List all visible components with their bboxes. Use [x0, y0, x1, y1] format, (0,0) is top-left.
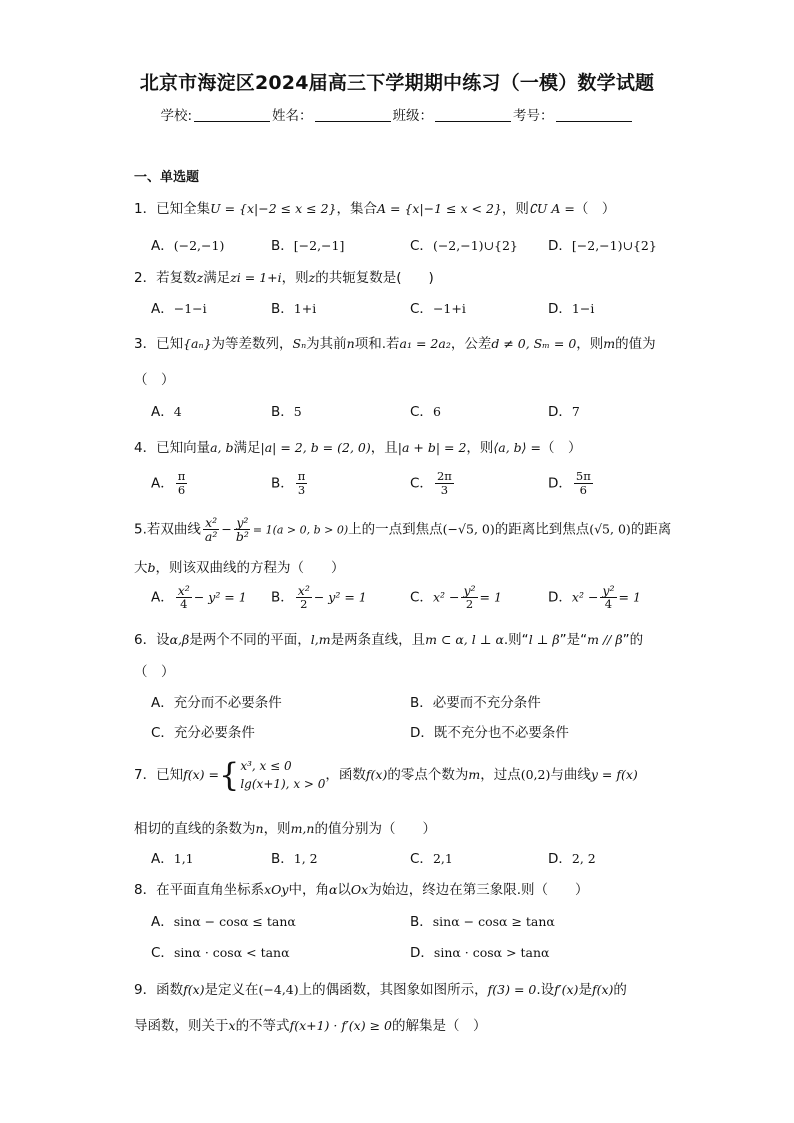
option-text: 必要而不充分条件 [432, 695, 541, 711]
question-1 [134, 197, 615, 217]
option-text: [−2,−1)∪{2} [571, 238, 657, 253]
fraction-numerator: y² [463, 583, 476, 598]
option-text: 2, 2 [571, 851, 596, 866]
question-6-line-2: （ ） [134, 664, 175, 680]
piece-case: lg(x+1), x > 0 [240, 777, 326, 791]
math-expression: α [328, 882, 338, 897]
name-blank [315, 109, 391, 122]
q3-option-d[interactable] [548, 400, 580, 420]
math-expression: U = {x|−2 ≤ x ≤ 2} [210, 201, 337, 216]
math-expression: xOy [264, 882, 289, 897]
question-text: 的距离 [630, 521, 672, 538]
question-number: 9． [134, 982, 157, 998]
question-text: ”的 [622, 632, 644, 648]
exam-no-label: 考号： [513, 108, 554, 124]
option-letter: C． [151, 945, 174, 961]
piecewise-definition [219, 757, 325, 793]
question-text: （ ） [541, 440, 582, 456]
option-letter: A． [151, 475, 174, 492]
math-expression: |a + b| = 2 [397, 440, 467, 455]
math-fraction [234, 516, 251, 543]
math-expression: ⟨a, b⟩ = [493, 440, 542, 455]
math-expression: m [468, 767, 481, 782]
option-letter: D． [548, 589, 572, 606]
option-fraction [176, 470, 188, 497]
question-number: 7． [134, 767, 157, 783]
option-letter: C． [410, 301, 433, 317]
question-text: 的零点个数为 [387, 767, 469, 783]
math-expression: (−4,4) [258, 982, 299, 997]
option-letter: C． [151, 725, 174, 741]
q3-option-a[interactable] [151, 400, 182, 420]
question-text: 若双曲线 [146, 521, 201, 538]
math-expression: x [228, 1018, 236, 1033]
option-letter: A． [151, 695, 174, 711]
option-text: sinα − cosα ≥ tanα [432, 914, 555, 929]
question-9 [134, 978, 627, 998]
question-text: ，则 [281, 270, 309, 286]
option-letter: D． [548, 851, 572, 867]
question-text: 的不等式 [235, 1018, 290, 1034]
class-label: 班级： [392, 108, 434, 124]
question-3 [134, 332, 656, 352]
math-expression: y = f(x) [590, 767, 638, 782]
option-letter: B． [271, 851, 294, 867]
question-text: 的共轭复数是( ) [315, 270, 434, 286]
option-letter: A． [151, 589, 174, 606]
math-expression: b [147, 560, 156, 575]
name-label: 姓名： [272, 108, 313, 124]
q6-option-d[interactable] [410, 721, 569, 741]
math-expression: m ⊂ α, l ⊥ α [425, 632, 504, 647]
fraction-denominator: 3 [440, 483, 449, 497]
math-expression: zi = 1+i [230, 270, 282, 285]
question-text: 函数 [156, 982, 184, 998]
option-text: sinα · cosα > tanα [433, 945, 550, 960]
question-text: ，公差 [450, 336, 492, 352]
option-fraction [296, 470, 308, 497]
question-text: 满足 [203, 270, 231, 286]
fraction-numerator: x² [177, 583, 190, 598]
fraction-numerator: x² [297, 583, 310, 598]
question-8 [134, 878, 589, 898]
class-blank [435, 109, 511, 122]
option-letter: C． [410, 851, 433, 867]
option-text: − y² = 1 [313, 589, 367, 605]
fraction-numerator: 5π [575, 469, 591, 483]
question-9-line-2 [134, 1014, 486, 1034]
question-4 [134, 436, 582, 456]
option-text: 1−i [571, 301, 595, 316]
question-text: ，则 [501, 201, 529, 217]
math-expression: − [221, 521, 232, 537]
math-expression: a₁ = 2a₂ [399, 336, 451, 351]
option-letter: C． [410, 589, 433, 606]
option-text: 4 [173, 404, 182, 419]
q1-option-a[interactable] [151, 234, 224, 254]
option-text: 充分而不必要条件 [173, 695, 282, 711]
option-letter: A． [151, 851, 174, 867]
question-number: 6． [134, 632, 157, 648]
question-text: 的 [613, 982, 627, 998]
q8-option-d[interactable] [410, 941, 550, 961]
math-expression: ∁U A = [528, 201, 575, 216]
question-number: 4． [134, 440, 157, 456]
math-expression: Sₙ [292, 336, 307, 351]
math-expression: f(x+1) · f′(x) ≥ 0 [289, 1018, 392, 1033]
math-expression: (0,2) [520, 767, 551, 782]
math-expression: z [196, 270, 204, 285]
question-text: 是两条直线，且 [330, 632, 426, 648]
question-text: 大 [134, 560, 148, 576]
option-text: −1−i [173, 301, 207, 316]
math-expression: m // β [587, 632, 623, 647]
question-text: 的解集是（ ） [391, 1018, 487, 1034]
math-expression: l ⊥ β [528, 632, 560, 647]
exam-no-blank [556, 109, 632, 122]
question-text: ，函数 [325, 767, 366, 783]
q5-option-b[interactable] [271, 584, 367, 611]
option-text: 5 [293, 404, 302, 419]
fraction-denominator: b² [235, 529, 249, 544]
option-text: x² − [432, 589, 460, 605]
question-7-line-2 [134, 817, 436, 837]
question-text: 已知 [156, 767, 184, 783]
option-text: (−2,−1) [173, 238, 225, 253]
q4-option-b[interactable] [271, 470, 309, 497]
q1-option-d[interactable] [548, 234, 657, 254]
fraction-denominator: 6 [579, 483, 587, 497]
option-text: [−2,−1] [293, 238, 345, 253]
question-text: 的距离比到焦点 [494, 521, 590, 538]
option-text: 1+i [293, 301, 317, 316]
question-text: 设 [156, 632, 170, 648]
option-fraction [176, 584, 192, 611]
question-text: 上的偶函数，其图象如图所示， [298, 982, 488, 998]
q4-option-c[interactable] [410, 470, 456, 497]
fraction-numerator: π [297, 469, 306, 483]
math-expression: z [308, 270, 316, 285]
math-expression: n [255, 821, 264, 836]
question-text: ，集合 [336, 201, 377, 217]
question-text: 满足 [233, 440, 261, 456]
fraction-numerator: π [177, 469, 186, 483]
option-text: (−2,−1)∪{2} [432, 238, 518, 253]
q3-option-b[interactable] [271, 400, 302, 420]
question-text: 导函数，则关于 [134, 1018, 229, 1034]
q2-option-c[interactable] [410, 297, 466, 317]
q2-option-d[interactable] [548, 297, 594, 317]
q4-option-d[interactable] [548, 470, 595, 497]
question-text: 中，角 [288, 882, 329, 898]
option-letter: B． [271, 589, 294, 606]
q6-option-a[interactable] [151, 691, 282, 711]
q1-option-c[interactable] [410, 234, 518, 254]
q5-option-d[interactable] [548, 584, 641, 611]
option-letter: D． [548, 404, 572, 420]
option-letter: C． [410, 475, 433, 492]
question-text: 上的一点到焦点 [348, 521, 443, 538]
fraction-numerator: 2π [436, 469, 452, 483]
question-text: .设 [536, 982, 555, 998]
question-5-line-2 [134, 556, 345, 576]
fraction-numerator: x² [205, 515, 218, 530]
math-expression: m,n [290, 821, 315, 836]
piecewise-cases [240, 757, 325, 793]
question-7 [134, 757, 638, 793]
option-fraction [296, 584, 312, 611]
q5-option-a[interactable] [151, 584, 247, 611]
math-expression: m [603, 336, 616, 351]
option-letter: C． [410, 404, 433, 420]
q1-option-b[interactable] [271, 234, 344, 254]
question-text: 已知全集 [156, 201, 211, 217]
fraction-denominator: 4 [604, 597, 613, 611]
question-text: 是两个不同的平面， [189, 632, 311, 648]
question-text: ，则 [263, 821, 291, 837]
math-expression: f′(x) [554, 982, 579, 997]
option-letter: D． [548, 301, 572, 317]
student-info-fields [0, 104, 794, 124]
math-expression: (√5, 0) [589, 521, 631, 537]
question-text: 为其前 [306, 336, 347, 352]
option-text: 6 [432, 404, 441, 419]
option-letter: B． [271, 404, 294, 420]
page-title: 北京市海淀区2024届高三下学期期中练习（一模）数学试题 [139, 72, 655, 94]
q3-option-c[interactable] [410, 400, 441, 420]
school-blank [194, 109, 270, 122]
math-expression: d ≠ 0, Sₘ = 0 [491, 336, 577, 351]
question-text: （ ） [574, 201, 616, 217]
question-text: ，则该双曲线的方程为（ ） [155, 560, 345, 576]
math-expression: f(3) = 0 [487, 982, 537, 997]
q4-option-a[interactable] [151, 470, 189, 497]
question-text: 若复数 [156, 270, 197, 286]
q6-option-b[interactable] [410, 691, 541, 711]
question-number: 1． [134, 201, 157, 217]
option-letter: B． [271, 238, 294, 254]
question-text: .则“ [503, 632, 529, 648]
q8-option-c[interactable] [151, 941, 290, 961]
math-expression: α,β [169, 632, 190, 647]
math-expression: |a| = 2, b = (2, 0) [260, 440, 371, 455]
option-letter: D． [410, 725, 434, 741]
option-text: sinα · cosα < tanα [173, 945, 290, 960]
fraction-numerator: y² [602, 583, 615, 598]
question-text: 与曲线 [550, 767, 591, 783]
option-letter: B． [271, 301, 294, 317]
option-text: − y² = 1 [193, 589, 247, 605]
math-expression: f(x) [365, 767, 388, 782]
question-number: 8． [134, 882, 157, 898]
fraction-denominator: 2 [465, 597, 474, 611]
question-number: 3． [134, 336, 157, 352]
option-text: sinα − cosα ≤ tanα [173, 914, 296, 929]
option-letter: A． [151, 404, 174, 420]
option-text: 2,1 [432, 851, 453, 866]
question-text: ，则 [576, 336, 604, 352]
question-text: 以 [337, 882, 351, 898]
question-text: 为始边，终边在第三象限.则（ ） [368, 882, 589, 898]
math-expression: a, b [210, 440, 234, 455]
option-text: 既不充分也不必要条件 [433, 725, 569, 741]
math-expression: A = {x|−1 ≤ x < 2} [377, 201, 502, 216]
left-brace: { [218, 756, 240, 794]
question-text: 在平面直角坐标系 [156, 882, 265, 898]
school-label: 学校: [160, 108, 193, 124]
fraction-denominator: a² [204, 529, 218, 544]
question-text: 的值为 [615, 336, 656, 352]
math-expression: n [346, 336, 355, 351]
question-text: ，且 [370, 440, 398, 456]
q7-option-d[interactable] [548, 847, 596, 867]
question-number: 5. [134, 521, 147, 538]
q6-option-c[interactable] [151, 721, 255, 741]
question-text: ，过点 [480, 767, 521, 783]
question-number: 2． [134, 270, 157, 286]
q7-option-a[interactable] [151, 847, 194, 867]
question-text: 是 [578, 982, 592, 998]
option-text: = 1 [479, 589, 502, 605]
option-fraction [461, 584, 477, 611]
option-letter: A． [151, 301, 174, 317]
option-letter: D． [548, 475, 572, 492]
question-2 [134, 266, 434, 286]
q8-option-a[interactable] [151, 910, 296, 930]
question-text: 相切的直线的条数为 [134, 821, 256, 837]
question-text: 为等差数列， [211, 336, 293, 352]
math-expression: f(x) = [183, 767, 219, 782]
question-text: 项和.若 [354, 336, 400, 352]
question-text: 是定义在 [204, 982, 259, 998]
math-expression: l,m [310, 632, 331, 647]
question-6 [134, 628, 643, 648]
option-fraction [435, 470, 454, 497]
q7-option-c[interactable] [410, 847, 453, 867]
question-text: ，则 [466, 440, 494, 456]
question-text: ”是“ [559, 632, 588, 648]
q7-option-b[interactable] [271, 847, 318, 867]
math-expression: f(x) [183, 982, 205, 997]
math-expression: f(x) [591, 982, 614, 997]
option-text: x² − [571, 589, 599, 605]
q2-option-a[interactable] [151, 297, 207, 317]
question-text: 已知 [156, 336, 184, 352]
option-text: 1, 2 [293, 851, 318, 866]
option-text: 1,1 [173, 851, 194, 866]
option-letter: B． [271, 475, 294, 492]
q8-option-b[interactable] [410, 910, 555, 930]
fraction-denominator: 2 [300, 597, 308, 611]
section-title: 一、单选题 [134, 170, 200, 185]
option-letter: B． [410, 914, 433, 930]
fraction-denominator: 4 [180, 597, 188, 611]
option-letter: A． [151, 914, 174, 930]
option-fraction [574, 470, 593, 497]
fraction-numerator: y² [236, 515, 249, 530]
option-letter: A． [151, 238, 174, 254]
option-text: = 1 [618, 589, 641, 605]
math-expression: {aₙ} [183, 336, 212, 351]
math-expression: Ox [350, 882, 369, 897]
option-letter: C． [410, 238, 433, 254]
option-text: −1+i [432, 301, 466, 316]
option-letter: B． [410, 695, 433, 711]
option-letter: D． [410, 945, 434, 961]
math-expression: (−√5, 0) [442, 521, 495, 537]
math-fraction [203, 516, 219, 543]
piece-case: x³, x ≤ 0 [240, 759, 292, 773]
question-3-line-2: （ ） [134, 372, 175, 388]
fraction-denominator: 3 [297, 483, 306, 497]
question-5 [134, 516, 671, 543]
q5-option-c[interactable] [410, 584, 502, 611]
math-expression: = 1(a > 0, b > 0) [252, 523, 349, 537]
option-fraction [600, 584, 616, 611]
option-letter: D． [548, 238, 572, 254]
question-text: 已知向量 [156, 440, 211, 456]
q2-option-b[interactable] [271, 297, 316, 317]
option-text: 7 [571, 404, 580, 419]
fraction-denominator: 6 [177, 483, 186, 497]
question-text: 的值分别为（ ） [314, 821, 436, 837]
option-text: 充分必要条件 [173, 725, 255, 741]
